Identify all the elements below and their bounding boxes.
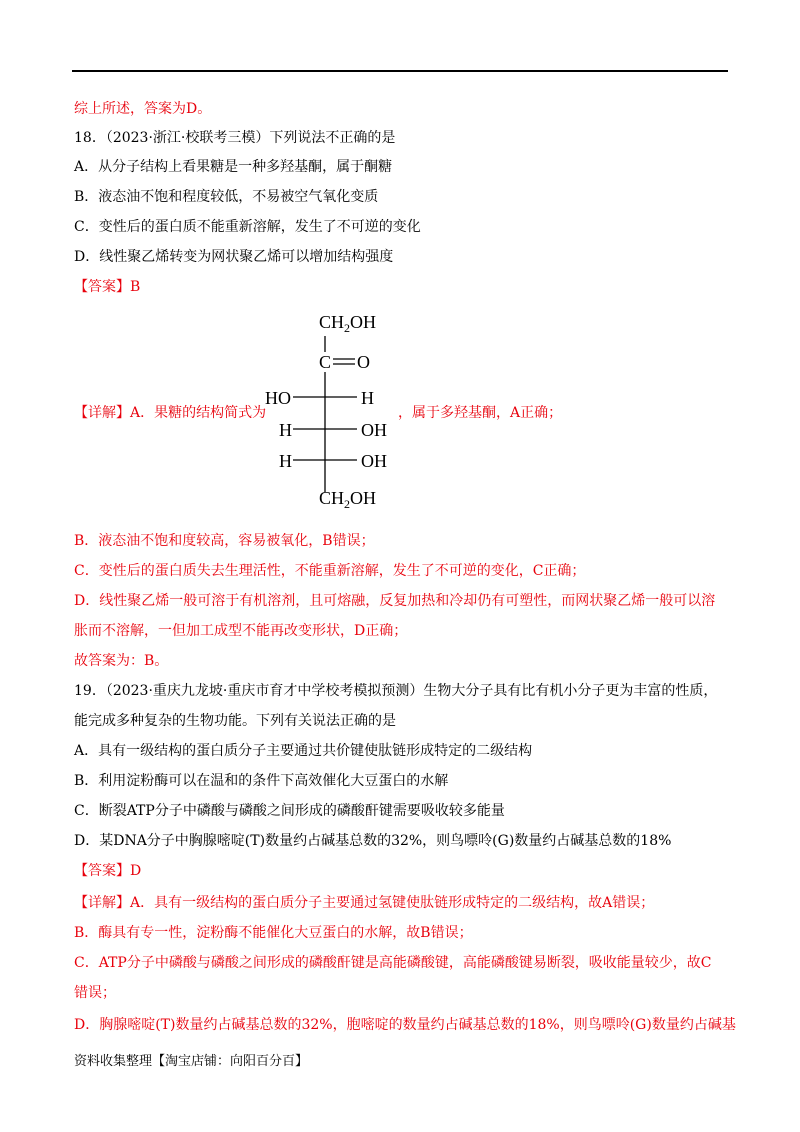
text-line-l18: C．断裂ATP分子中磷酸与磷酸之间形成的磷酸酐键需要吸收较多能量: [74, 803, 505, 819]
text-line-l1: 综上所述，答案为D。: [74, 101, 212, 117]
text-line-l21: 【详解】A．具有一级结构的蛋白质分子主要通过氢键使肽链形成特定的二级结构，故A错误；: [74, 895, 655, 911]
struct-bottom-ch: $CH_2OH$: [319, 488, 377, 511]
struct-carbonyl-o: O: [357, 352, 370, 372]
text-line-l4: B．液态油不饱和程度较低，不易被空气氧化变质: [74, 189, 379, 205]
text-line-l7: 【答案】B: [74, 279, 141, 295]
text-line-l11: D．线性聚乙烯一般可溶于有机溶剂，且可熔融，反复加热和冷却仍有可塑性，而网状聚乙烯一般可以溶: [74, 593, 716, 609]
row1-right: H: [361, 388, 374, 408]
text-line-l12: 胀而不溶解，一但加工成型不能再改变形状，D正确；: [74, 623, 408, 639]
detail-tail-text: ，属于多羟基酮，A正确；: [398, 405, 563, 421]
struct-top-ch: $CH_2OH$: [319, 312, 377, 335]
text-line-l19: D．某DNA分子中胸腺嘧啶(T)数量约占碱基总数的32%，则鸟嘌呤(G)数量约占碱基总数的18%: [74, 833, 672, 849]
row3-right: OH: [361, 451, 387, 471]
text-line-l16: A．具有一级结构的蛋白质分子主要通过共价键使肽链形成特定的二级结构: [74, 743, 533, 759]
text-line-l2: 18．（2023·浙江·校联考三模）下列说法不正确的是: [74, 130, 396, 146]
header-rule: [72, 70, 728, 72]
text-line-l14: 19．（2023·重庆九龙坡·重庆市育才中学校考模拟预测）生物大分子具有比有机小分子更为丰富的性质，: [74, 683, 718, 699]
text-line-l9: B．液态油不饱和度较高，容易被氧化，B错误；: [74, 533, 375, 549]
row2-right: OH: [361, 420, 387, 440]
fructose-structure-svg: [265, 308, 405, 511]
text-line-l17: B．利用淀粉酶可以在温和的条件下高效催化大豆蛋白的水解: [74, 773, 449, 789]
row2-left: H: [279, 420, 292, 440]
text-line-l24: 错误；: [74, 985, 116, 1001]
footer-text: 资料收集整理【淘宝店铺：向阳百分百】: [74, 1054, 309, 1069]
text-line-l8a: 【详解】A．果糖的结构简式为: [74, 405, 267, 421]
text-line-l15: 能完成多种复杂的生物功能。下列有关说法正确的是: [74, 713, 396, 729]
struct-carbonyl-c: C: [319, 352, 332, 372]
text-line-l20: 【答案】D: [74, 863, 142, 879]
text-line-l10: C．变性后的蛋白质失去生理活性，不能重新溶解，发生了不可逆的变化，C正确；: [74, 563, 586, 579]
text-line-l3: A．从分子结构上看果糖是一种多羟基酮，属于酮糖: [74, 159, 393, 175]
text-line-l6: D．线性聚乙烯转变为网状聚乙烯可以增加结构强度: [74, 249, 394, 265]
text-line-l5: C．变性后的蛋白质不能重新溶解，发生了不可逆的变化: [74, 219, 421, 235]
row1-left: HO: [265, 388, 291, 408]
row3-left: H: [279, 451, 292, 471]
text-line-l23: C．ATP分子中磷酸与磷酸之间形成的磷酸酐键是高能磷酸键，高能磷酸键易断裂，吸收能量较少，故C: [74, 955, 712, 971]
text-line-l22: B．酶具有专一性，淀粉酶不能催化大豆蛋白的水解，故B错误；: [74, 925, 473, 941]
text-line-l25: D．胸腺嘧啶(T)数量约占碱基总数的32%，胞嘧啶的数量约占碱基总数的18%，则鸟嘌呤(G)数量约占碱基: [74, 1017, 736, 1033]
text-line-l13: 故答案为：B。: [74, 653, 169, 669]
fructose-structure: [265, 308, 405, 511]
